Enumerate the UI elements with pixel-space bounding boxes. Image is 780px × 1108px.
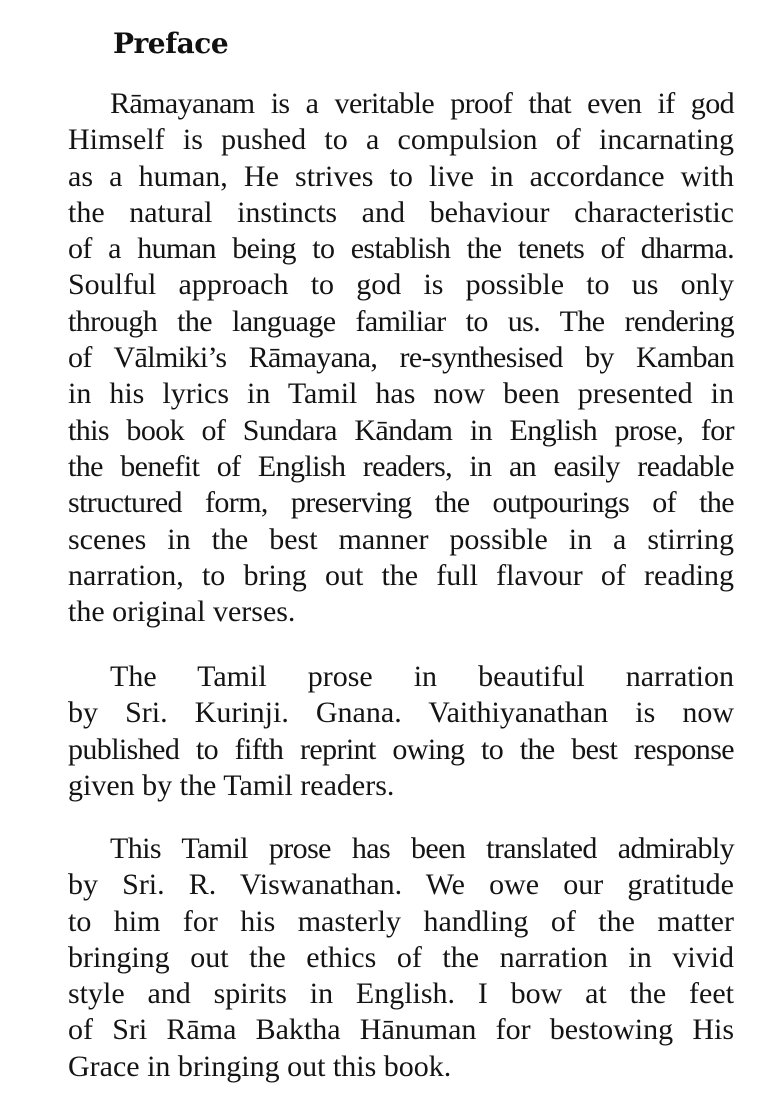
text-line: Rāmayanam is a veritable proof that even if god — [110, 87, 734, 120]
text-line: published to fifth reprint owing to the best response — [68, 732, 734, 766]
text-line: by Sri. R. Viswanathan. We owe our gratitude — [68, 868, 734, 902]
text-line: through the language familiar to us. The rendering — [68, 304, 734, 338]
text-line: of a human being to establish the tenets of dharma. — [68, 232, 734, 266]
text-line: in his lyrics in Tamil has now been presented in — [68, 377, 734, 411]
text-line: given by the Tamil readers. — [68, 768, 395, 802]
text-line: structured form, preserving the outpourings of the — [68, 486, 734, 520]
text-line: of Vālmiki’s Rāmayana, re-synthesised by Kamban — [68, 341, 734, 375]
text-line: Himself is pushed to a compulsion of incarnating — [68, 123, 734, 157]
text-line: the natural instincts and behaviour characteristic — [68, 195, 734, 229]
text-line: bringing out the ethics of the narration in vivid — [68, 940, 734, 974]
paragraph-1 — [68, 86, 734, 630]
text-line: this book of Sundara Kāndam in English prose, for — [68, 413, 734, 447]
page-title: Preface — [113, 27, 229, 60]
paragraph-3 — [68, 831, 734, 1085]
text-line: the original verses. — [68, 595, 296, 629]
text-line: style and spirits in English. I bow at the feet — [68, 977, 734, 1011]
text-line: to him for his masterly handling of the matter — [68, 904, 734, 938]
text-line: Soulful approach to god is possible to us only — [68, 268, 734, 302]
text-line: of Sri Rāma Baktha Hānuman for bestowing His — [68, 1013, 734, 1047]
text-line: as a human, He strives to live in accordance with — [68, 159, 734, 193]
paragraph-2 — [68, 659, 734, 804]
text-line: scenes in the best manner possible in a stirring — [68, 522, 734, 556]
text-line: by Sri. Kurinji. Gnana. Vaithiyanathan is now — [68, 696, 734, 730]
text-line: Grace in bringing out this book. — [68, 1049, 452, 1083]
text-line: This Tamil prose has been translated admirably — [110, 832, 734, 865]
text-line: The Tamil prose in beautiful narration — [110, 660, 734, 693]
text-line: narration, to bring out the full flavour of reading — [68, 558, 734, 592]
text-line: the benefit of English readers, in an easily readable — [68, 449, 734, 483]
